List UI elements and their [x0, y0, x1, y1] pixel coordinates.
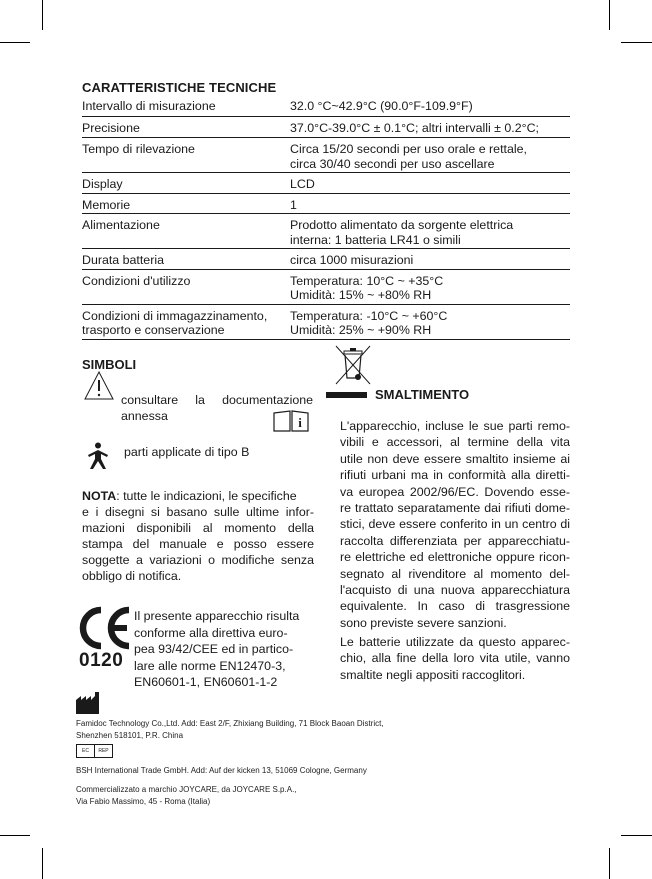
ce-text	[134, 608, 299, 691]
warning-text: consultare la documentazione	[121, 393, 313, 407]
spec-row	[82, 193, 570, 214]
spec-label: Memorie	[82, 193, 290, 214]
spec-value-line: Temperatura: -10°C ~ +60°C	[290, 308, 448, 323]
spec-value-line: Umidità: 15% ~ +80% RH	[290, 288, 432, 302]
warning-icon	[84, 371, 114, 401]
note-line: mazioni disponibili al momento della	[82, 521, 314, 535]
spec-row	[82, 117, 570, 138]
spec-value-line: Prodotto alimentato da sorgente elettrica	[290, 218, 514, 232]
spec-label: Condizioni d'utilizzo	[82, 269, 290, 304]
disposal-line: utile non deve essere smaltito insieme ai	[340, 451, 570, 466]
disposal-line: vibili e accessori, al termine della vita	[340, 435, 570, 450]
disposal-line: rifiuti urbani ma in conformità alla diretti-	[340, 468, 570, 483]
disposal-paragraph-1	[340, 418, 570, 631]
crop-mark	[0, 42, 30, 43]
spec-row	[82, 269, 570, 304]
note-line: stampa del manuale e posso essere	[82, 537, 314, 551]
crop-mark	[42, 848, 43, 879]
disposal-line: L'apparecchio, incluse le sue parti remo-	[340, 419, 570, 433]
note-paragraph	[82, 488, 314, 584]
disposal-line: re trattato separatamente dai rifiuti dome-	[340, 501, 570, 516]
svg-text:i: i	[298, 415, 302, 430]
disposal-line: sono previste severe sanzioni.	[340, 615, 507, 630]
disposal-line: segnato al rivenditore al momento del-	[340, 566, 570, 581]
spec-label-line: Condizioni di immagazzinamento,	[82, 308, 268, 323]
manufacturer-line: Shenzhen 518101, P.R. China	[76, 731, 184, 740]
spec-value: 32.0 °C~42.9°C (90.0°F-109.9°F)	[290, 97, 570, 117]
spec-row	[82, 97, 570, 117]
weee-bin-icon	[333, 344, 373, 386]
disposal-line: smaltite negli appositi raccoglitori.	[340, 667, 526, 682]
spec-label: Tempo di rilevazione	[82, 138, 290, 173]
ec-label: EC	[77, 745, 95, 757]
notified-body-number: 0120	[79, 650, 124, 671]
crop-mark	[621, 42, 652, 43]
crop-mark	[621, 835, 652, 836]
spec-row	[82, 138, 570, 173]
spec-value	[290, 304, 570, 339]
note-line: e i disegni si basano sulle ultime infor-	[82, 505, 314, 519]
spec-row	[82, 173, 570, 194]
crop-mark	[609, 848, 610, 879]
manual-info-icon	[273, 410, 309, 432]
disposal-line: l'acquisto di una nuova apparecchiatura	[340, 583, 570, 598]
spec-label-line: trasporto e conservazione	[82, 323, 225, 337]
disposal-line: stici, deve essere conferito in un centro di	[340, 517, 570, 532]
ce-line: EN60601-1, EN60601-1-2	[134, 675, 278, 690]
disposal-line: Le batterie utilizzate da questo apparec-	[340, 635, 570, 649]
crop-mark	[42, 0, 43, 30]
crop-mark	[609, 0, 610, 30]
spec-value: 37.0°C-39.0°C ± 0.1°C; altri intervalli ± 0.2°C;	[290, 117, 570, 138]
disposal-paragraph-2	[340, 634, 570, 683]
rep-label: REP	[98, 748, 109, 754]
type-b-text: parti applicate di tipo B	[124, 445, 250, 459]
manufacturer-address	[76, 718, 384, 742]
spec-label	[82, 304, 290, 339]
spec-row	[82, 304, 570, 339]
distributor-line: Commercializzato a marchio JOYCARE, da JOYCARE S.p.A.,	[76, 785, 297, 794]
spec-value: LCD	[290, 173, 570, 194]
specs-table	[82, 97, 570, 340]
disposal-line: re elettriche ed elettroniche oppure ricon-	[340, 550, 570, 565]
note-line: soggette a variazioni o modifiche senza	[82, 553, 314, 567]
spec-label: Intervallo di misurazione	[82, 97, 290, 117]
spec-row	[82, 249, 570, 270]
disposal-title: SMALTIMENTO	[375, 387, 470, 402]
distributor-info	[76, 784, 297, 808]
crop-mark	[0, 835, 30, 836]
spec-label: Alimentazione	[82, 214, 290, 249]
spec-label: Durata batteria	[82, 249, 290, 270]
note-line: obbligo di notifica.	[82, 569, 182, 583]
ce-mark-icon	[77, 606, 133, 650]
ce-line: pea 93/42/CEE ed in partico-	[134, 642, 294, 657]
manufacturer-icon	[76, 692, 99, 714]
disposal-line: raccolta differenziata per apparecchiatu-	[340, 533, 570, 548]
note-label: NOTA	[82, 489, 117, 503]
specs-title: CARATTERISTICHE TECNICHE	[82, 80, 277, 95]
warning-text-2: annessa	[121, 409, 168, 423]
section-bar	[326, 392, 367, 398]
distributor-line: Via Fabio Massimo, 45 - Roma (Italia)	[76, 797, 211, 806]
disposal-line: va europea 2002/96/EC. Dovendo esse-	[340, 484, 570, 499]
spec-value-line: Temperatura: 10°C ~ +35°C	[290, 273, 444, 288]
spec-value-line: Umidità: 25% ~ +90% RH	[290, 323, 432, 337]
ce-line: lare alle norme EN12470-3,	[134, 658, 286, 673]
spec-value	[290, 269, 570, 304]
spec-value: circa 1000 misurazioni	[290, 249, 570, 270]
disposal-line: equivalente. In caso di trasgressione	[340, 599, 570, 614]
spec-value-line: Circa 15/20 secondi per uso orale e rettale,	[290, 142, 527, 156]
spec-value-line: interna: 1 batteria LR41 o simili	[290, 232, 461, 247]
ce-line: Il presente apparecchio risulta	[134, 609, 300, 623]
note-line: : tutte le indicazioni, le specifiche	[116, 489, 297, 503]
spec-value	[290, 214, 570, 249]
spec-label: Precisione	[82, 117, 290, 138]
ec-rep-icon	[76, 744, 113, 758]
manufacturer-line: Famidoc Technology Co.,Ltd. Add: East 2/F, Zhixiang Building, 71 Block Baoan District,	[76, 719, 384, 728]
spec-value-line: circa 30/40 secondi per uso ascellare	[290, 156, 495, 171]
symbols-title: SIMBOLI	[82, 357, 137, 372]
type-b-applied-part-icon	[87, 442, 109, 470]
disposal-line: chio, alla fine della loro vita utile, vanno	[340, 651, 570, 666]
ce-line: conforme alla direttiva euro-	[134, 625, 288, 640]
spec-label: Display	[82, 173, 290, 194]
spec-value: 1	[290, 193, 570, 214]
spec-row	[82, 214, 570, 249]
spec-value	[290, 138, 570, 173]
ec-rep-address: BSH International Trade GmbH. Add: Auf der kicken 13, 51069 Cologne, Germany	[76, 766, 367, 775]
